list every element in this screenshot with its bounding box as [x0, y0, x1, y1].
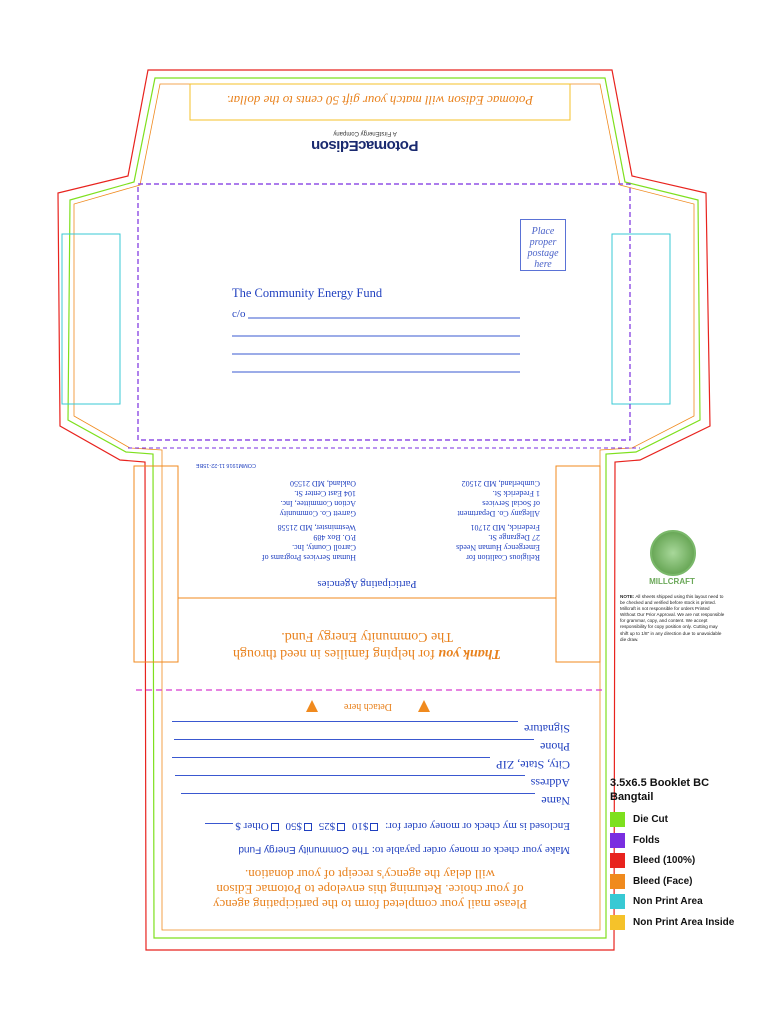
thank-you-rest: for helping families in need through — [233, 646, 435, 661]
legend-title: 3.5x6.5 Booklet BC Bangtail — [610, 777, 710, 803]
legend-label: Bleed (Face) — [633, 875, 693, 887]
inside-left-panel — [134, 466, 178, 662]
agency-item: Religious Coalition for Emergency Human Needs 27 Degrange St. Frederick, MD 21701 — [456, 523, 540, 562]
form-field-signature[interactable]: Signature — [172, 721, 570, 736]
legend-swatch — [610, 833, 625, 848]
legend-label: Non Print Area — [633, 896, 703, 908]
detach-arrow-right — [418, 700, 430, 712]
legend-label: Bleed (100%) — [633, 855, 696, 867]
thank-you-line2: The Community Energy Fund. — [281, 629, 453, 644]
legend-label: Die Cut — [633, 814, 668, 825]
form-field-phone[interactable]: Phone — [174, 739, 570, 754]
detach-arrow-left — [306, 700, 318, 712]
legend-item — [610, 812, 668, 827]
amount-checkbox[interactable] — [271, 823, 279, 831]
donation-form — [170, 712, 570, 912]
enclosed-amount-row: Enclosed is my check or money order for: $10 $25 $50 Other $ — [205, 820, 570, 832]
legend-label: Non Print Area Inside — [633, 917, 735, 928]
fund-name: The Community Energy Fund — [232, 286, 383, 300]
mail-instructions: Please mail your completed form to the participating agency of your choice. Returning this envelope to Potomac Edison will delay the agency's receipt of your donation. — [212, 867, 528, 912]
legend-swatch — [610, 874, 625, 889]
agencies-panel — [178, 480, 556, 590]
logo-tagline: A FirstEnergy Company — [333, 130, 397, 136]
amount-checkbox[interactable] — [304, 823, 312, 831]
thank-you-message — [178, 628, 556, 662]
legend-item — [610, 874, 692, 889]
co-label: c/o — [232, 308, 246, 320]
legend-label: Folds — [633, 834, 660, 846]
amount-checkbox[interactable] — [370, 823, 378, 831]
detach-label: Detach here — [343, 701, 393, 712]
legend-item — [610, 915, 734, 930]
thank-you-emph: Thank you — [438, 646, 501, 661]
amount-checkbox[interactable] — [337, 823, 345, 831]
legend-item — [610, 894, 703, 909]
logo-name: PotomacEdison — [311, 137, 419, 154]
form-field-address[interactable]: Address — [175, 775, 570, 790]
payable-row: Make your check or money order payable to: The Community Energy Fund — [238, 844, 570, 856]
potomac-edison-logo — [300, 130, 430, 154]
millcraft-name: MILLCRAFT — [649, 577, 695, 586]
millcraft-note: NOTE: All sheets shipped using this layout need to be checked and verified before stock is printed. Millcraft is not responsible for orders Printed Without Our Prior Approval. We are not responsible for grammar, copy, and content. We accept responsibility for copy position only. Cutting may shift up to 1/8" in any direction due to unavoidable die draw. — [620, 594, 725, 642]
match-text: Potomac Edison will match your gift 50 cents to the dollar. — [226, 93, 534, 108]
legend-item — [610, 853, 695, 868]
form-field-city-state-zip[interactable]: City, State, ZIP — [172, 757, 570, 772]
agency-code: COMM1916 11-22-15BE — [195, 462, 256, 468]
right-nonprint — [612, 234, 670, 404]
agencies-heading: Participating Agencies — [317, 578, 417, 590]
postage-stamp-box: Place proper postage here — [520, 219, 566, 271]
left-nonprint — [62, 234, 120, 404]
millcraft-seal-icon — [650, 530, 696, 576]
other-amount-line[interactable] — [205, 823, 233, 824]
legend-swatch — [610, 853, 625, 868]
legend-swatch — [610, 812, 625, 827]
legend-swatch — [610, 894, 625, 909]
agency-item: Human Services Programs of Carroll County, Inc. P.O. Box 489 Westminster, MD 21558 — [262, 523, 356, 562]
agency-item: Garrett Co. Community Action Committee, Inc. 104 East Center St. Oakland, MD 21550 — [279, 479, 356, 518]
inside-right-panel — [556, 466, 600, 662]
legend-swatch — [610, 915, 625, 930]
form-field-name[interactable]: Name — [181, 793, 570, 808]
agency-item: Allegany Co. Department of Social Services 1 Frederick St. Cumberland, MD 21502 — [457, 479, 540, 518]
legend-item — [610, 833, 660, 848]
